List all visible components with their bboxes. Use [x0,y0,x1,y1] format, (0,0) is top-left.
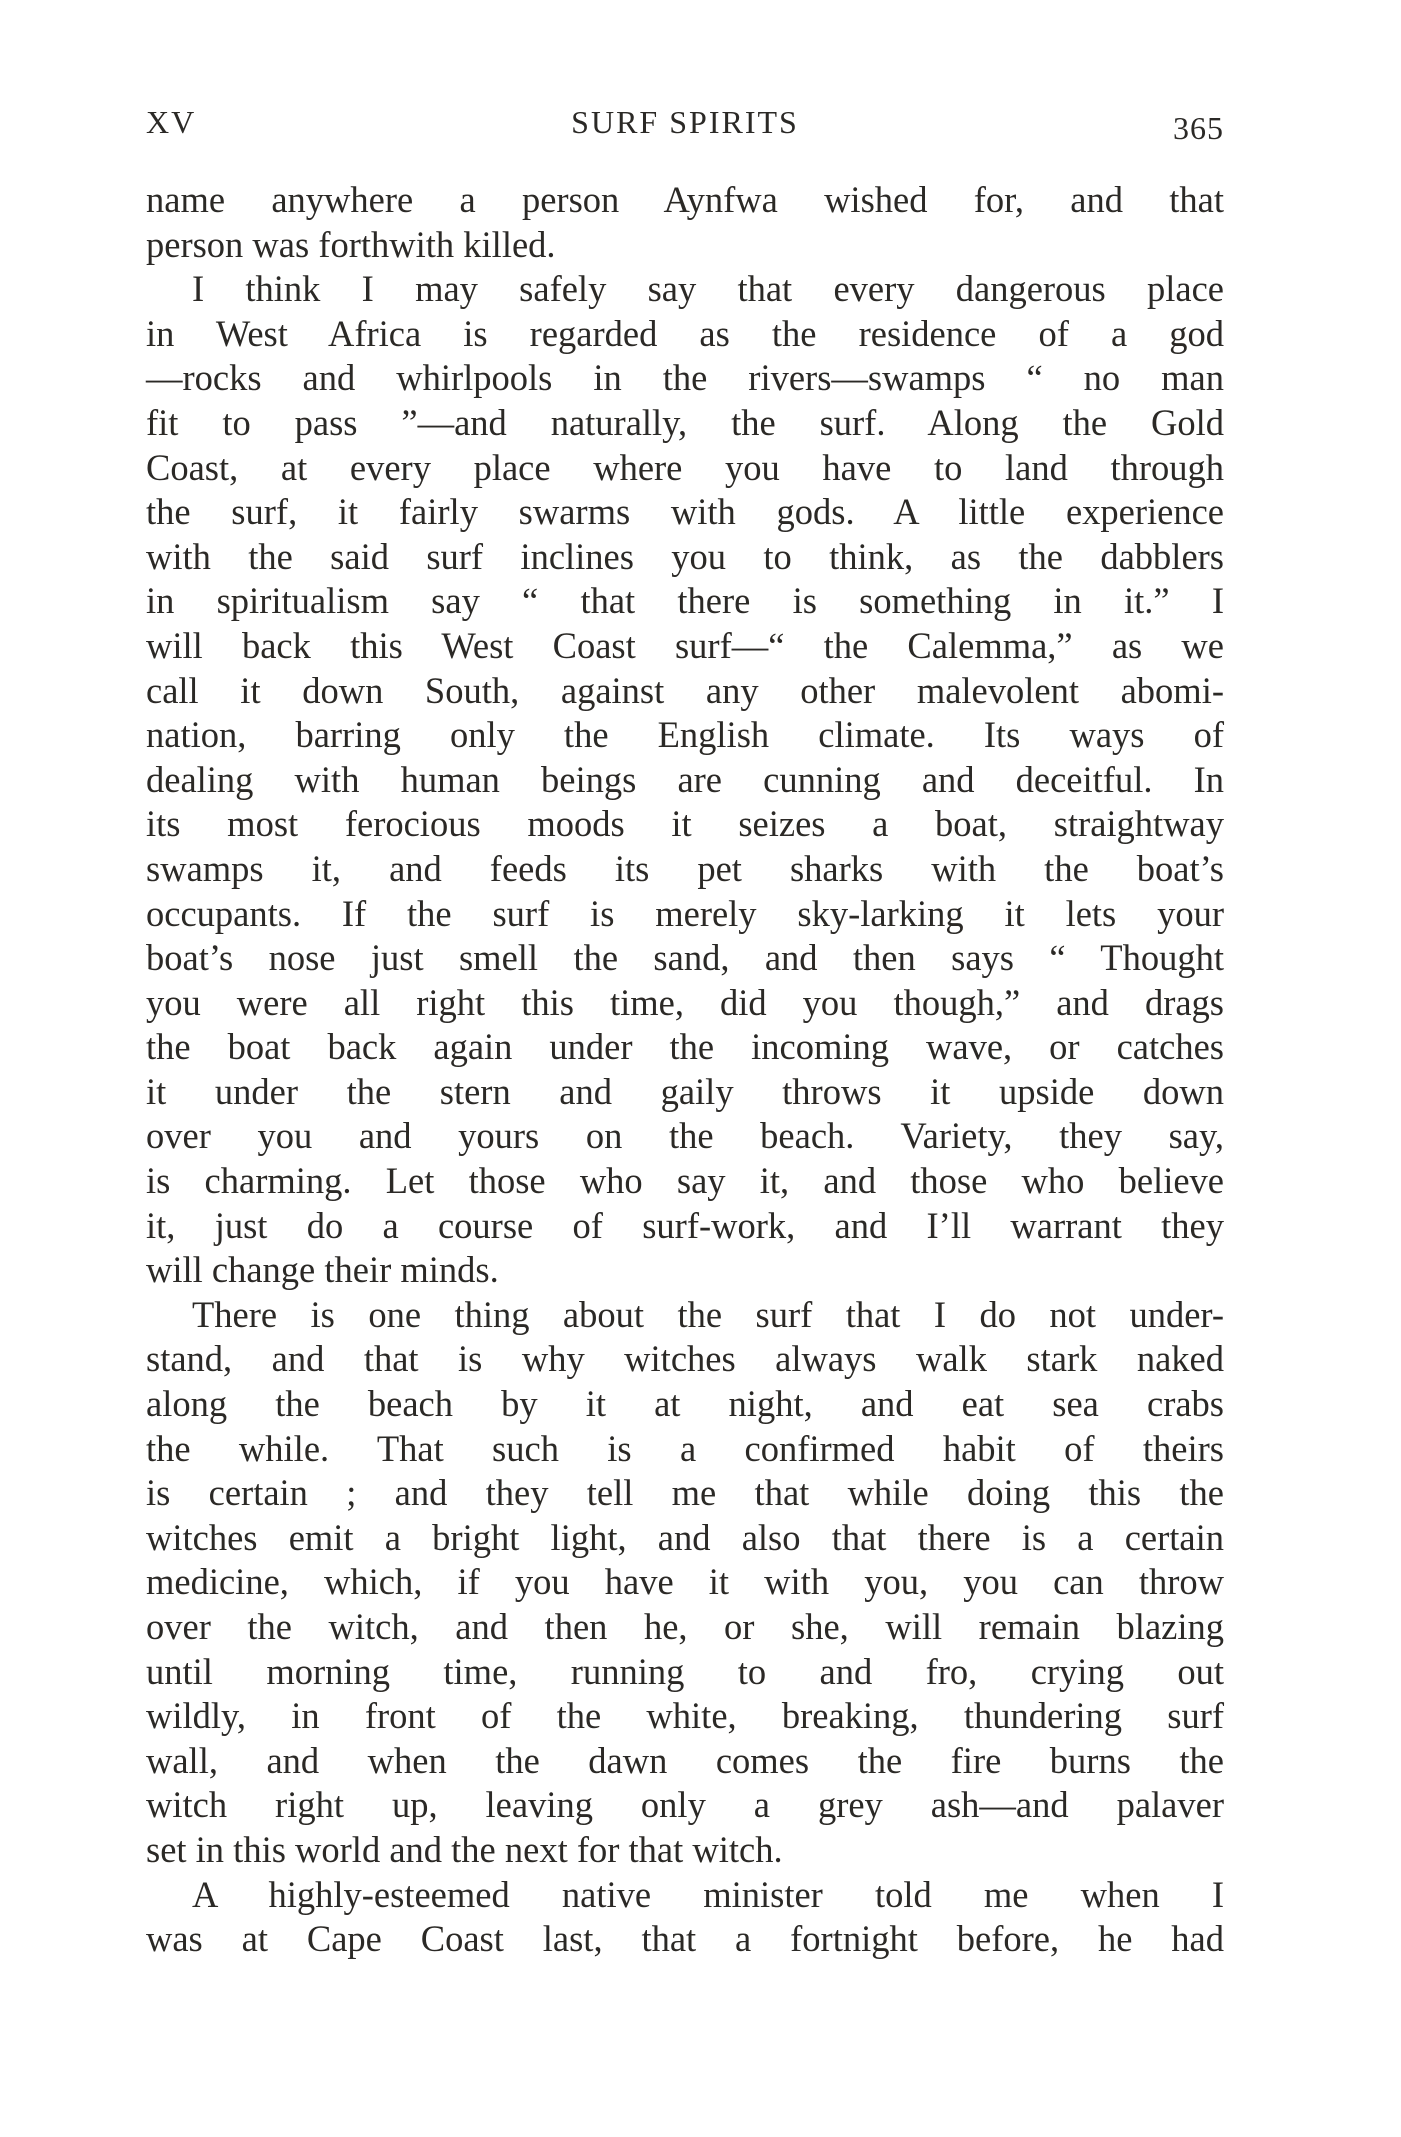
page-number: 365 [1173,110,1224,146]
text-line: name anywhere a person Aynfwa wished for, and that [146,179,1224,220]
text-line: the boat back again under the incoming wave, or catches [146,1026,1224,1068]
text-line: nation, barring only the English climate. Its ways of [146,714,1224,756]
body-text [146,178,1224,1962]
text-line: will back this West Coast surf—“ the Calemma,” as we [146,624,1224,666]
text-line: set in this world and the next for that witch. [146,1828,783,1870]
text-line: in West Africa is regarded as the residence of a god [146,312,1224,354]
text-line: it under the stern and gaily throws it upside down [146,1070,1224,1112]
text-line: it, just do a course of surf-work, and I’ll warrant they [146,1204,1224,1246]
running-title: SURF SPIRITS [571,104,799,140]
running-head [146,104,1224,148]
text-line: call it down South, against any other malevolent abomi- [146,669,1224,711]
text-line: stand, and that is why witches always walk stark naked [146,1338,1224,1380]
text-line: dealing with human beings are cunning and deceitful. In [146,758,1224,800]
text-line: A highly-esteemed native minister told me when I [192,1873,1224,1915]
text-line: its most ferocious moods it seizes a boat, straightway [146,803,1224,845]
text-line: will change their minds. [146,1249,499,1291]
text-line: fit to pass ”—and naturally, the surf. Along the Gold [146,401,1224,443]
text-line: the surf, it fairly swarms with gods. A little experience [146,491,1224,533]
text-line: wildly, in front of the white, breaking, thundering surf [146,1695,1224,1737]
text-line: person was forthwith killed. [146,223,556,265]
text-line: is charming. Let those who say it, and those who believe [146,1160,1224,1202]
text-line: swamps it, and feeds its pet sharks with the boat’s [146,847,1224,889]
text-line: boat’s nose just smell the sand, and then says “ Thought [146,937,1224,979]
text-line: witches emit a bright light, and also that there is a certain [146,1516,1224,1558]
text-line: Coast, at every place where you have to land through [146,446,1224,488]
text-line: medicine, which, if you have it with you, you can throw [146,1561,1224,1603]
text-line: wall, and when the dawn comes the fire burns the [146,1739,1224,1781]
text-line: was at Cape Coast last, that a fortnight before, he had [146,1918,1224,1960]
text-line: over the witch, and then he, or she, will remain blazing [146,1606,1224,1647]
text-line: the while. That such is a confirmed habit of theirs [146,1427,1224,1469]
text-line: in spiritualism say “ that there is something in it.” I [146,580,1224,622]
text-line: along the beach by it at night, and eat sea crabs [146,1383,1224,1425]
text-line: with the said surf inclines you to think, as the dabblers [146,535,1224,577]
text-line: is certain ; and they tell me that while doing this the [146,1472,1224,1514]
text-line: you were all right this time, did you though,” and drags [146,981,1224,1023]
chapter-number: XV [146,104,197,140]
text-line: until morning time, running to and fro, crying out [146,1650,1224,1692]
text-line: I think I may safely say that every dangerous place [192,268,1224,310]
text-line: witch right up, leaving only a grey ash—and palaver [146,1784,1224,1826]
text-line: occupants. If the surf is merely sky-larking it lets your [146,892,1224,934]
text-line: There is one thing about the surf that I do not under- [192,1293,1224,1335]
text-line: over you and yours on the beach. Variety, they say, [146,1115,1224,1157]
text-line: —rocks and whirlpools in the rivers—swamps “ no man [146,357,1224,399]
